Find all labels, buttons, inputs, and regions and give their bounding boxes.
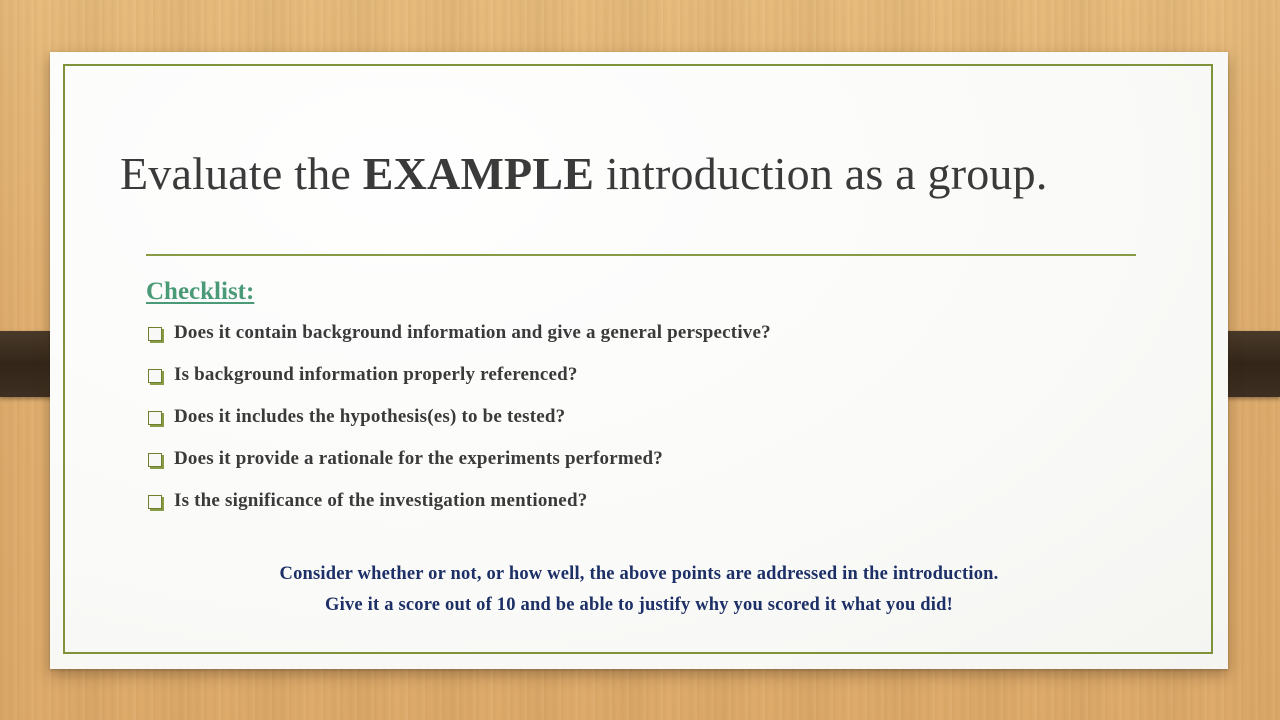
checklist-item	[148, 448, 771, 490]
instruction-line-2: Give it a score out of 10 and be able to justify why you scored it what you did!	[325, 595, 953, 615]
checklist-item-text: Does it contain background information and give a general perspective?	[174, 322, 771, 343]
checklist-item-text: Is the significance of the investigation mentioned?	[174, 490, 588, 511]
checkbox-icon	[148, 327, 162, 341]
slide-title	[50, 147, 1228, 200]
checkbox-icon	[148, 495, 162, 509]
checkbox-icon	[148, 411, 162, 425]
title-divider	[146, 254, 1136, 256]
title-prefix: Evaluate the	[120, 148, 363, 199]
checklist-item-text: Does it provide a rationale for the experiments performed?	[174, 448, 663, 469]
title-emphasis: EXAMPLE	[362, 148, 595, 199]
checklist-item	[148, 490, 771, 532]
slide-card	[50, 52, 1228, 669]
checklist-item	[148, 364, 771, 406]
checkbox-icon	[148, 453, 162, 467]
checklist-item	[148, 406, 771, 448]
checklist-item-text: Is background information properly referenced?	[174, 364, 578, 385]
checklist-item	[148, 322, 771, 364]
checklist-item-text: Does it includes the hypothesis(es) to be tested?	[174, 406, 566, 427]
checkbox-icon	[148, 369, 162, 383]
checklist	[148, 322, 771, 532]
checklist-heading: Checklist:	[146, 278, 255, 305]
instruction-line-1: Consider whether or not, or how well, the above points are addressed in the introduction.	[279, 564, 999, 584]
title-suffix: introduction as a group.	[594, 148, 1048, 199]
